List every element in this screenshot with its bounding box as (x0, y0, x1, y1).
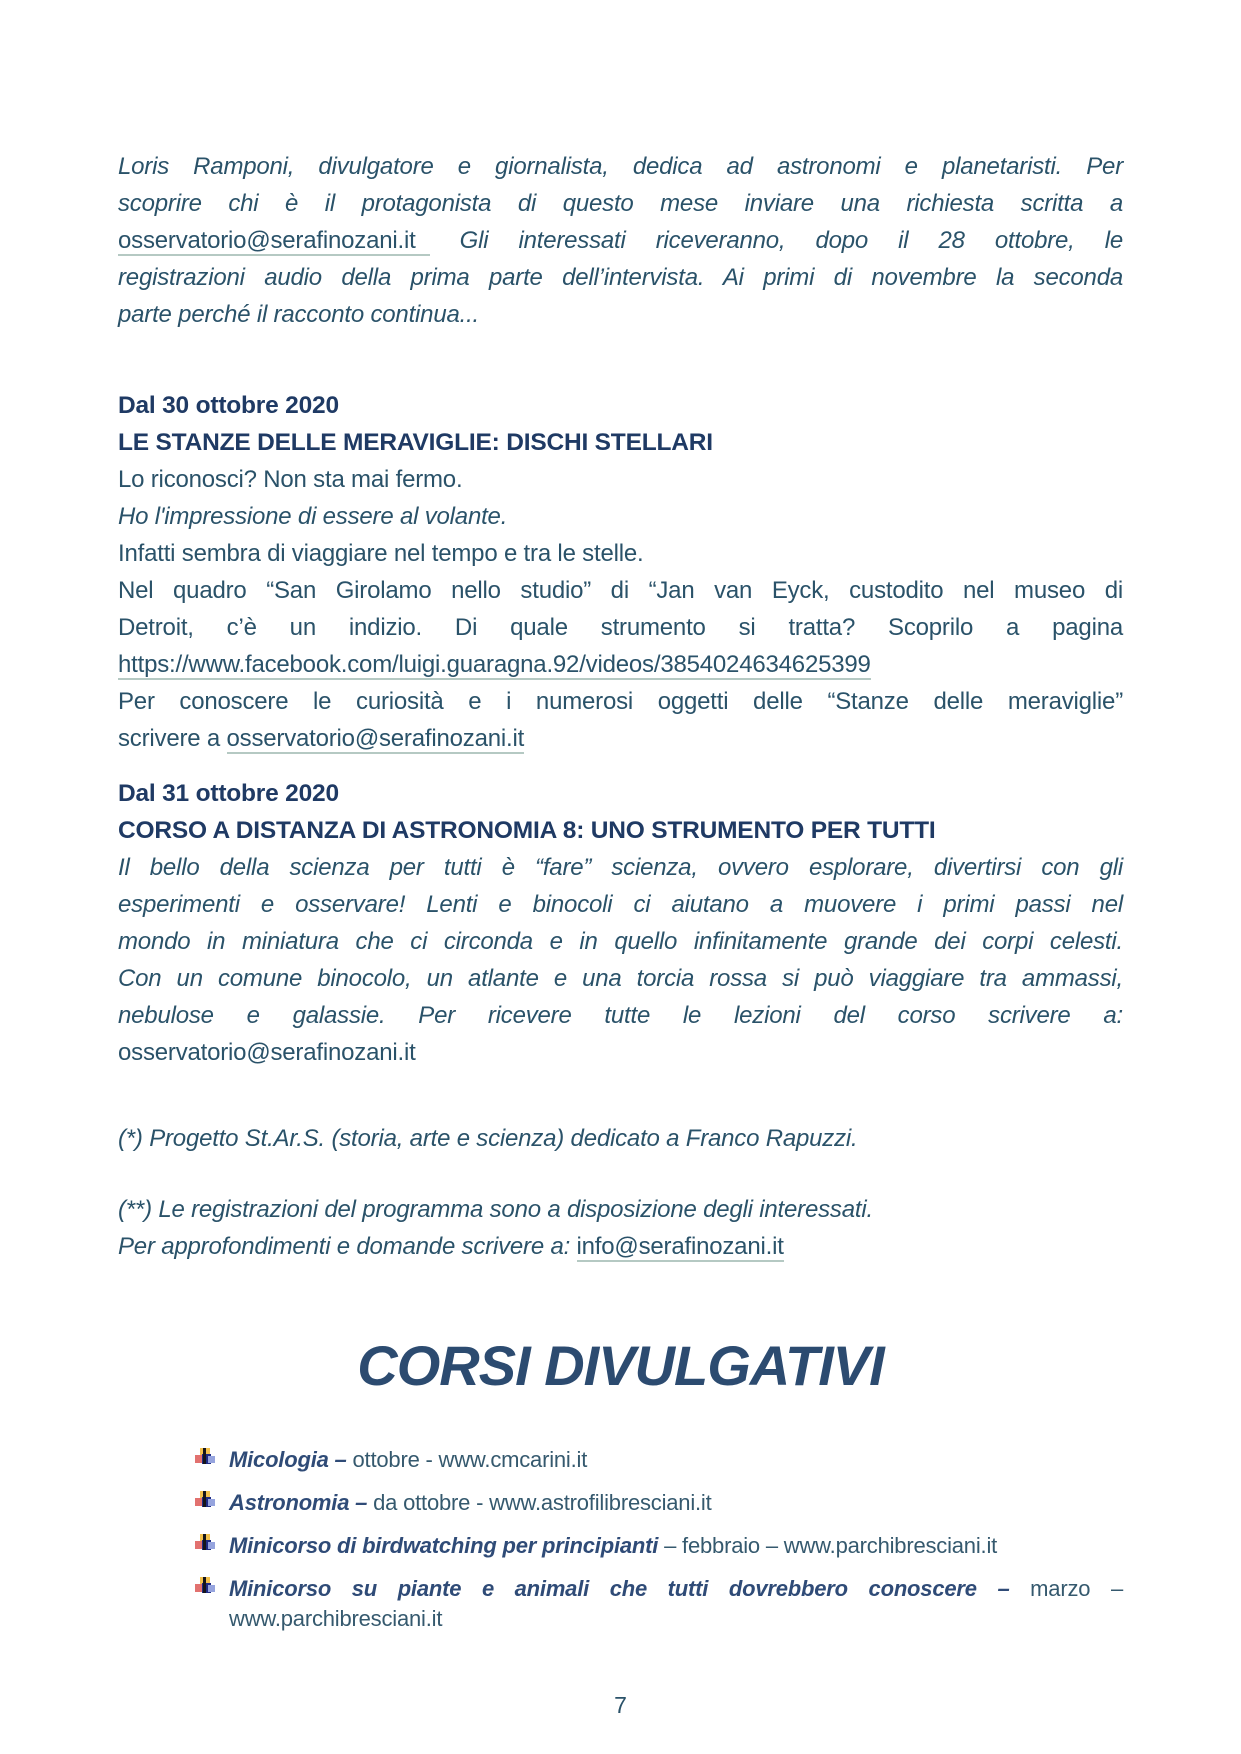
course-bullet-icon (195, 1534, 215, 1558)
text-line (118, 886, 1123, 923)
text-line (229, 1445, 1123, 1475)
text-line (118, 1034, 1123, 1071)
email-link[interactable]: osservatorio@serafinozani.it (226, 725, 525, 752)
text-segment: Ho l'impressione di essere al volante. (118, 503, 508, 530)
text-segment: osservatorio@serafinozani.it (118, 1039, 416, 1066)
text-segment: Nel quadro “San Girolamo nello studio” di “Jan van Eyck, custodito nel museo di (118, 577, 1123, 604)
list-item (195, 1445, 1123, 1475)
list-item (195, 1531, 1123, 1561)
text-line (118, 646, 1123, 683)
text-line (118, 720, 1123, 757)
text-line (229, 1531, 1123, 1561)
course-bullet-icon (195, 1491, 215, 1515)
text-line (118, 960, 1123, 997)
text-line (118, 461, 1123, 498)
text-line (118, 683, 1123, 720)
footnote-2 (118, 1191, 1123, 1265)
text-line (118, 185, 1123, 222)
text-line (118, 498, 1123, 535)
email-link[interactable]: osservatorio@serafinozani.it (118, 227, 430, 256)
courses-list (118, 1445, 1123, 1634)
section-title-stanze: LE STANZE DELLE MERAVIGLIE: DISCHI STELLARI (118, 429, 713, 456)
text-line (118, 1191, 1123, 1228)
text-line (118, 572, 1123, 609)
text-segment: scrivere a (118, 725, 227, 752)
course-bullet-icon (195, 1448, 215, 1472)
text-line (118, 1228, 1123, 1265)
text-segment: Gli interessati riceveranno, dopo il 28 ottobre, le (429, 227, 1123, 254)
text-line (118, 296, 1123, 333)
course-item-text (229, 1574, 1123, 1634)
text-line (118, 259, 1123, 296)
text-segment: parte perché il racconto continua... (118, 301, 480, 328)
text-segment: Loris Ramponi, divulgatore e giornalista, dedica ad astronomi e planetaristi. Per (118, 153, 1123, 180)
course-bullet-icon (195, 1577, 215, 1601)
section-title-corso: CORSO A DISTANZA DI ASTRONOMIA 8: UNO STRUMENTO PER TUTTI (118, 817, 936, 844)
course-item-text (229, 1531, 1123, 1561)
text-segment: esperimenti e osservare! Lenti e binocoli ci aiutano a muovere i primi passi nel (118, 891, 1123, 918)
section-date-corso: Dal 31 ottobre 2020 (118, 780, 339, 807)
text-segment: Micologia – (229, 1447, 353, 1472)
text-line (118, 1120, 1123, 1157)
text-line (118, 997, 1123, 1034)
text-segment: Per conoscere le curiosità e i numerosi oggetti delle “Stanze delle meraviglie” (118, 688, 1123, 715)
facebook-video-link[interactable]: https://www.facebook.com/luigi.guaragna.92/videos/3854024634625399 (118, 651, 871, 678)
intro-paragraph (118, 148, 1123, 333)
footnote-1 (118, 1120, 1123, 1157)
text-segment: Lo riconosci? Non sta mai fermo. (118, 466, 463, 493)
document-page (118, 148, 1123, 1647)
text-segment: marzo – (1030, 1576, 1123, 1601)
text-segment: (*) Progetto St.Ar.S. (storia, arte e scienza) dedicato a Franco Rapuzzi. (118, 1125, 858, 1152)
text-segment: nebulose e galassie. Per ricevere tutte le lezioni del corso scrivere a: (118, 1002, 1123, 1029)
text-segment: – febbraio – www.parchibresciani.it (658, 1533, 998, 1558)
text-segment: mondo in miniatura che ci circonda e in quello infinitamente grande dei corpi celesti. (118, 928, 1123, 955)
text-segment: Astronomia – (229, 1490, 374, 1515)
stanze-paragraph (118, 461, 1123, 757)
text-line (118, 535, 1123, 572)
page-number: 7 (614, 1692, 627, 1718)
text-segment: ottobre - www.cmcarini.it (352, 1447, 588, 1472)
text-segment: registrazioni audio della prima parte dell’intervista. Ai primi di novembre la seconda (118, 264, 1123, 291)
text-line (118, 222, 1123, 259)
text-segment: Minicorso su piante e animali che tutti dovrebbero conoscere – (229, 1576, 1031, 1601)
text-segment: Per approfondimenti e domande scrivere a: (118, 1233, 577, 1260)
list-item (195, 1574, 1123, 1634)
text-line (229, 1574, 1123, 1604)
corsi-divulgativi-title: CORSI DIVULGATIVI (357, 1334, 884, 1397)
text-segment: www.parchibresciani.it (229, 1606, 443, 1631)
course-item-text (229, 1445, 1123, 1475)
text-line (118, 849, 1123, 886)
text-line (118, 148, 1123, 185)
course-item-text (229, 1488, 1123, 1518)
text-line (118, 609, 1123, 646)
list-item (195, 1488, 1123, 1518)
text-segment: Detroit, c’è un indizio. Di quale strumento si tratta? Scoprilo a pagina (118, 614, 1123, 641)
text-line (229, 1604, 1123, 1634)
text-segment: Il bello della scienza per tutti è “fare” scienza, ovvero esplorare, divertirsi con gli (118, 854, 1123, 881)
section-date-stanze: Dal 30 ottobre 2020 (118, 392, 339, 419)
text-segment: Minicorso di birdwatching per principianti (229, 1533, 659, 1558)
text-segment: Con un comune binocolo, un atlante e una torcia rossa si può viaggiare tra ammassi, (118, 965, 1123, 992)
text-segment: da ottobre - www.astrofilibresciani.it (373, 1490, 712, 1515)
text-segment: Infatti sembra di viaggiare nel tempo e tra le stelle. (118, 540, 644, 567)
info-email-link[interactable]: info@serafinozani.it (576, 1233, 784, 1260)
text-line (118, 923, 1123, 960)
text-segment: (**) Le registrazioni del programma sono a disposizione degli interessati. (118, 1196, 873, 1223)
text-line (229, 1488, 1123, 1518)
corso-paragraph (118, 849, 1123, 1071)
text-segment: scoprire chi è il protagonista di questo mese inviare una richiesta scritta a (118, 190, 1123, 217)
